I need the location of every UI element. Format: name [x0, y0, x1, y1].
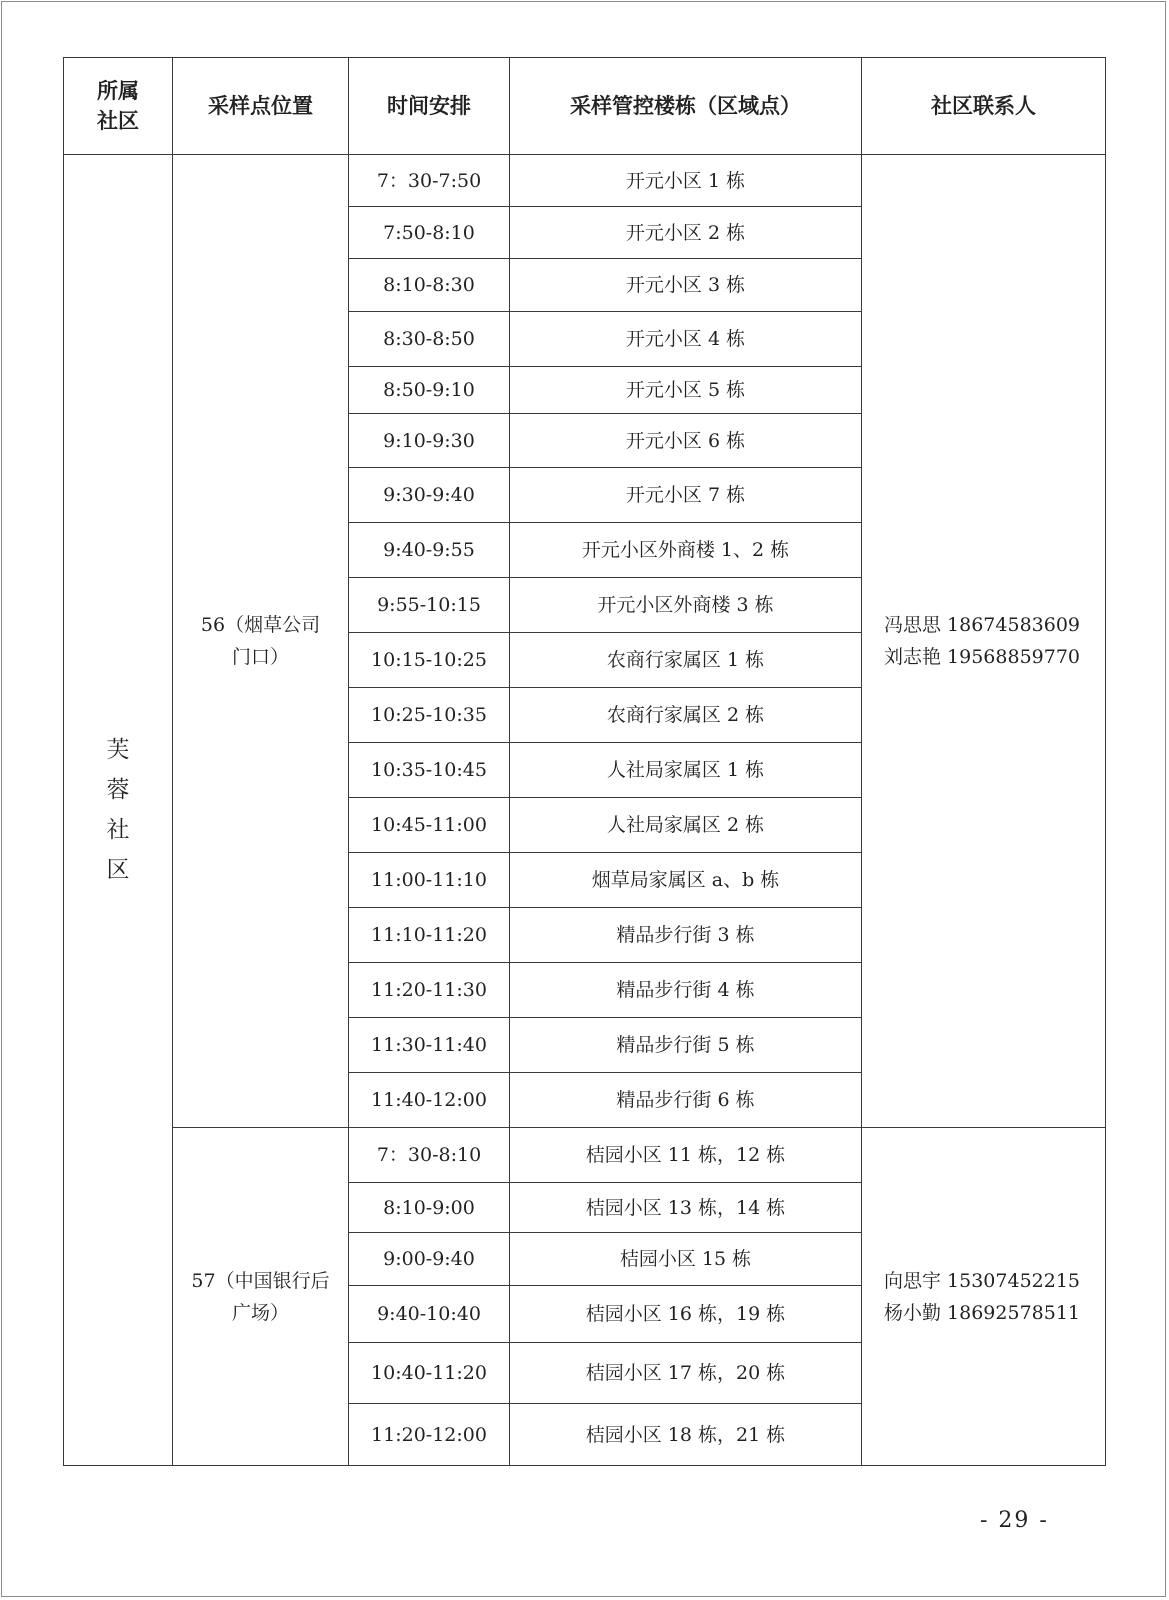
- location-line: 57（中国银行后: [191, 1269, 330, 1292]
- buildings-cell: 开元小区 7 栋: [510, 468, 862, 523]
- time-cell: 9:10-9:30: [349, 414, 510, 468]
- buildings-cell: 桔园小区 18 栋，21 栋: [510, 1404, 862, 1466]
- location-cell: [173, 1128, 349, 1466]
- contact-cell: [862, 1128, 1106, 1466]
- time-cell: 10:25-10:35: [349, 688, 510, 743]
- buildings-cell: 开元小区 2 栋: [510, 207, 862, 259]
- time-cell: 8:50-9:10: [349, 367, 510, 414]
- time-cell: 9:30-9:40: [349, 468, 510, 523]
- time-cell: 11:20-12:00: [349, 1404, 510, 1466]
- buildings-cell: 开元小区外商楼 3 栋: [510, 578, 862, 633]
- header-time: 时间安排: [349, 58, 510, 155]
- community-char: 社: [106, 817, 130, 843]
- time-cell: 10:40-11:20: [349, 1343, 510, 1404]
- header-row: [64, 58, 1106, 155]
- buildings-cell: 开元小区 5 栋: [510, 367, 862, 414]
- contact-line: 向思宇 15307452215: [884, 1269, 1081, 1292]
- community-char: 区: [106, 857, 130, 883]
- time-cell: 11:20-11:30: [349, 963, 510, 1018]
- buildings-cell: 精品步行街 5 栋: [510, 1018, 862, 1073]
- buildings-cell: 开元小区 4 栋: [510, 312, 862, 367]
- buildings-cell: 精品步行街 6 栋: [510, 1073, 862, 1128]
- contact-line: 刘志艳 19568859770: [884, 646, 1081, 668]
- buildings-cell: 农商行家属区 1 栋: [510, 633, 862, 688]
- sampling-schedule-table: [63, 57, 1106, 1466]
- buildings-cell: 人社局家属区 2 栋: [510, 798, 862, 853]
- header-location: 采样点位置: [173, 58, 349, 155]
- time-cell: 7：30-8:10: [349, 1128, 510, 1183]
- community-cell: [64, 155, 173, 1466]
- buildings-cell: 开元小区 3 栋: [510, 259, 862, 312]
- buildings-cell: 桔园小区 13 栋，14 栋: [510, 1183, 862, 1233]
- page-number: - 29 -: [980, 1508, 1049, 1533]
- time-cell: 9:40-9:55: [349, 523, 510, 578]
- table-row: [64, 155, 1106, 207]
- buildings-cell: 烟草局家属区 a、b 栋: [510, 853, 862, 908]
- buildings-cell: 开元小区 6 栋: [510, 414, 862, 468]
- time-cell: 9:40-10:40: [349, 1286, 510, 1343]
- buildings-cell: 人社局家属区 1 栋: [510, 743, 862, 798]
- location-cell: [173, 155, 349, 1128]
- location-line: 门口）: [231, 646, 289, 668]
- time-cell: 8:10-9:00: [349, 1183, 510, 1233]
- buildings-cell: 开元小区外商楼 1、2 栋: [510, 523, 862, 578]
- buildings-cell: 桔园小区 11 栋，12 栋: [510, 1128, 862, 1183]
- time-cell: 10:35-10:45: [349, 743, 510, 798]
- buildings-cell: 开元小区 1 栋: [510, 155, 862, 207]
- community-char: 蓉: [106, 777, 130, 803]
- community-char: 芙: [106, 737, 130, 763]
- time-cell: 8:10-8:30: [349, 259, 510, 312]
- buildings-cell: 农商行家属区 2 栋: [510, 688, 862, 743]
- time-cell: 7：30-7:50: [349, 155, 510, 207]
- time-cell: 11:10-11:20: [349, 908, 510, 963]
- header-community: [64, 58, 173, 155]
- buildings-cell: 精品步行街 4 栋: [510, 963, 862, 1018]
- buildings-cell: 精品步行街 3 栋: [510, 908, 862, 963]
- contact-cell: [862, 155, 1106, 1128]
- buildings-cell: 桔园小区 17 栋，20 栋: [510, 1343, 862, 1404]
- buildings-cell: 桔园小区 15 栋: [510, 1233, 862, 1286]
- time-cell: 7:50-8:10: [349, 207, 510, 259]
- contact-line: 冯思思 18674583609: [884, 614, 1081, 636]
- header-community-line-1: 所属: [97, 79, 139, 103]
- location-line: 56（烟草公司: [200, 614, 321, 636]
- time-cell: 11:40-12:00: [349, 1073, 510, 1128]
- table-row: [64, 1128, 1106, 1183]
- time-cell: 9:55-10:15: [349, 578, 510, 633]
- header-buildings: 采样管控楼栋（区域点）: [510, 58, 862, 155]
- header-contact: 社区联系人: [862, 58, 1106, 155]
- time-cell: 10:45-11:00: [349, 798, 510, 853]
- location-line: 广场）: [231, 1301, 289, 1324]
- schedule-body: [64, 155, 1106, 1466]
- buildings-cell: 桔园小区 16 栋，19 栋: [510, 1286, 862, 1343]
- time-cell: 10:15-10:25: [349, 633, 510, 688]
- contact-line: 杨小勤 18692578511: [884, 1301, 1081, 1324]
- time-cell: 11:00-11:10: [349, 853, 510, 908]
- time-cell: 11:30-11:40: [349, 1018, 510, 1073]
- header-community-line-2: 社区: [97, 109, 139, 133]
- time-cell: 9:00-9:40: [349, 1233, 510, 1286]
- time-cell: 8:30-8:50: [349, 312, 510, 367]
